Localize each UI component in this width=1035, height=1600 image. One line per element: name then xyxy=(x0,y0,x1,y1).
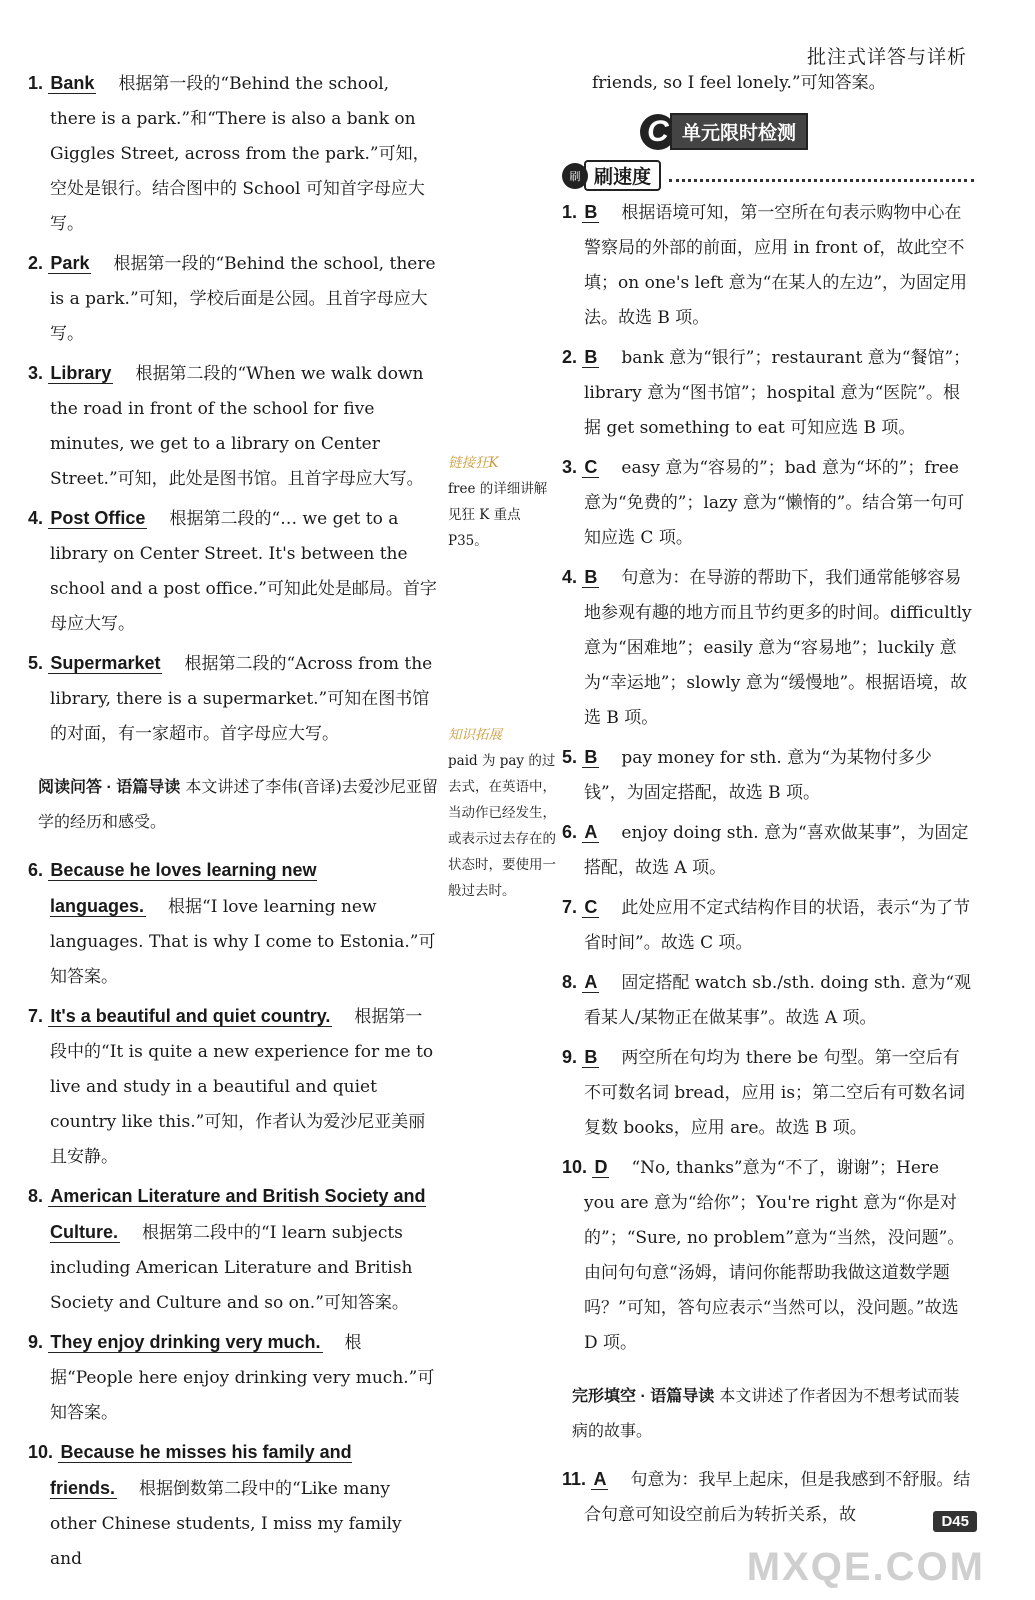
answer-item xyxy=(562,1462,974,1533)
answer-item xyxy=(562,450,974,556)
item-answer: American Literature and British Society and Culture. xyxy=(50,1186,426,1242)
header-title: 批注式详答与详析 xyxy=(806,46,967,68)
item-number: 1. xyxy=(562,202,578,222)
item-answer: A xyxy=(593,1469,607,1489)
answer-item xyxy=(28,646,438,752)
item-number: 2. xyxy=(562,347,578,367)
answer-item xyxy=(562,1150,974,1361)
left-column xyxy=(28,66,438,1581)
page-number: D45 xyxy=(933,1511,977,1532)
item-answer: B xyxy=(584,567,598,587)
answer-item xyxy=(28,246,438,352)
item-explanation: pay money for sth. 意为“为某物付多少钱”，为固定搭配，故选 B 项。 xyxy=(584,748,932,803)
cloze-guide-label: 完形填空 · 语篇导读 xyxy=(572,1388,715,1405)
side-note-text: free 的详细讲解见狂 K 重点 P35。 xyxy=(448,481,548,549)
answer-item xyxy=(28,1325,438,1431)
item-explanation: 根据第二段的“When we walk down the road in front of the school for five minutes, we get to a library on Center Street.”可知，此处是图书馆。且首字母应大写。 xyxy=(50,364,424,489)
item-number: 8. xyxy=(28,1186,44,1206)
item-number: 6. xyxy=(28,860,44,880)
side-note-text: paid 为 pay 的过去式，在英语中，当动作已经发生，或表示过去存在的状态时，要使用一般过去时。 xyxy=(448,753,556,899)
item-answer: They enjoy drinking very much. xyxy=(50,1332,321,1352)
item-explanation: 根据第二段中的“I learn subjects including American Literature and British Society and Culture and so on.”可知答案。 xyxy=(50,1223,413,1313)
item-number: 1. xyxy=(28,73,44,93)
answer-item xyxy=(28,356,438,497)
item-number: 9. xyxy=(562,1047,578,1067)
item-number: 6. xyxy=(562,822,578,842)
answer-item xyxy=(562,1040,974,1146)
item-number: 7. xyxy=(562,897,578,917)
answer-item xyxy=(562,340,974,446)
section-c-icon: C xyxy=(640,114,676,150)
item-number: 7. xyxy=(28,1006,44,1026)
item-explanation: 此处应用不定式结构作目的状语，表示“为了节省时间”。故选 C 项。 xyxy=(584,898,971,953)
reading-guide-label: 阅读问答 · 语篇导读 xyxy=(38,779,181,796)
answer-item xyxy=(562,890,974,961)
item-number: 10. xyxy=(562,1157,588,1177)
item-answer: Park xyxy=(50,253,90,273)
right-column xyxy=(562,66,974,1537)
item-number: 2. xyxy=(28,253,44,273)
item-explanation: 根据语境可知，第一空所在句表示购物中心在警察局的外部的前面，应用 in front of，故此空不填；on one's left 意为“在某人的左边”，为固定用法。故选 B 项。 xyxy=(584,203,968,328)
reading-guide xyxy=(38,770,438,839)
side-note-title: 链接狂K xyxy=(448,455,499,471)
answer-item xyxy=(28,853,438,995)
dotted-divider xyxy=(669,169,974,182)
cloze-guide xyxy=(572,1379,974,1448)
item-answer: Because he loves learning new languages. xyxy=(50,860,317,916)
item-explanation: 句意为：我早上起床，但是我感到不舒服。结合句意可知设空前后为转折关系，故 xyxy=(584,1470,971,1525)
item-answer: Because he misses his family and friends. xyxy=(50,1442,352,1498)
item-answer: C xyxy=(584,457,598,477)
item-answer: A xyxy=(584,822,598,842)
speed-label: 刷速度 xyxy=(584,160,661,191)
continued-text: friends, so I feel lonely.”可知答案。 xyxy=(592,73,886,93)
section-title: 单元限时检测 xyxy=(670,113,808,150)
item-answer: A xyxy=(584,972,598,992)
reading-guide-text: 本文讲述了李伟(音译)去爱沙尼亚留学的经历和感受。 xyxy=(38,777,438,831)
item-answer: B xyxy=(584,1047,598,1067)
answer-item xyxy=(28,66,438,242)
section-banner xyxy=(640,113,974,150)
item-explanation: 根据“People here enjoy drinking very much.”可知答案。 xyxy=(50,1333,435,1423)
item-number: 8. xyxy=(562,972,578,992)
side-note xyxy=(448,450,556,554)
speed-header xyxy=(562,160,974,191)
item-number: 5. xyxy=(28,653,44,673)
cloze-guide-text: 本文讲述了作者因为不想考试而装病的故事。 xyxy=(572,1386,960,1440)
item-explanation: 两空所在句均为 there be 句型。第一空后有不可数名词 bread，应用 is；第二空后有可数名词复数 books，应用 are。故选 B 项。 xyxy=(584,1048,966,1138)
item-explanation: 根据第二段的“… we get to a library on Center Street. It's between the school and a post office.”可知此处是邮局。首字母应大写。 xyxy=(50,509,437,634)
answer-item xyxy=(562,965,974,1036)
watermark: MXQE.COM xyxy=(746,1545,985,1589)
answer-item xyxy=(562,815,974,886)
answer-item xyxy=(562,740,974,811)
item-number: 11. xyxy=(562,1469,587,1489)
item-answer: B xyxy=(584,747,598,767)
side-note-title: 知识拓展 xyxy=(448,727,502,743)
answer-item xyxy=(562,195,974,336)
answer-item xyxy=(28,501,438,642)
answer-item xyxy=(28,1179,438,1321)
item-answer: Supermarket xyxy=(50,653,161,673)
item-number: 5. xyxy=(562,747,578,767)
item-explanation: 根据第二段的“Across from the library, there is a supermarket.”可知在图书馆的对面，有一家超市。首字母应大写。 xyxy=(50,654,433,744)
item-answer: It's a beautiful and quiet country. xyxy=(50,1006,331,1026)
item-number: 3. xyxy=(28,363,44,383)
item-answer: B xyxy=(584,202,598,222)
item-explanation: 根据第一段的“Behind the school, there is a park.”和“There is also a bank on Giggles Street, across from the park.”可知，空处是银行。结合图中的 School 可知首字母应大写。 xyxy=(50,74,430,234)
item-number: 9. xyxy=(28,1332,44,1352)
item-number: 4. xyxy=(562,567,578,587)
side-note xyxy=(448,722,556,904)
item-explanation: easy 意为“容易的”；bad 意为“坏的”；free 意为“免费的”；lazy 意为“懒惰的”。结合第一句可知应选 C 项。 xyxy=(584,458,965,548)
item-answer: C xyxy=(584,897,598,917)
item-explanation: 根据第一段的“Behind the school, there is a park.”可知，学校后面是公园。且首字母应大写。 xyxy=(50,254,436,344)
item-explanation: enjoy doing sth. 意为“喜欢做某事”，为固定搭配，故选 A 项。 xyxy=(584,823,969,878)
answer-item xyxy=(28,1435,438,1577)
item-answer: Bank xyxy=(50,73,95,93)
item-explanation: 固定搭配 watch sb./sth. doing sth. 意为“观看某人/某物正在做某事”。故选 A 项。 xyxy=(584,973,972,1028)
item-explanation: 根据倒数第二段中的“Like many other Chinese students, I miss my family and xyxy=(50,1479,402,1569)
answer-item xyxy=(562,560,974,736)
item-answer: B xyxy=(584,347,598,367)
item-number: 3. xyxy=(562,457,578,477)
item-explanation: 句意为：在导游的帮助下，我们通常能够容易地参观有趣的地方而且节约更多的时间。difficultly 意为“困难地”；easily 意为“容易地”；luckily 意为“幸运地”；slowly 意为“缓慢地”。根据语境，故选 B 项。 xyxy=(584,568,972,728)
item-explanation: 根据第一段中的“It is quite a new experience for me to live and study in a beautiful and quiet country like this.”可知，作者认为爱沙尼亚美丽且安静。 xyxy=(50,1007,434,1167)
item-answer: Library xyxy=(50,363,112,383)
item-number: 10. xyxy=(28,1442,54,1462)
item-answer: Post Office xyxy=(50,508,146,528)
side-notes xyxy=(448,450,556,904)
item-explanation: bank 意为“银行”；restaurant 意为“餐馆”；library 意为“图书馆”；hospital 意为“医院”。根据 get something to eat 可知应选 B 项。 xyxy=(584,348,971,438)
answer-item xyxy=(28,999,438,1175)
item-explanation: 根据“I love learning new languages. That is why I come to Estonia.”可知答案。 xyxy=(50,897,436,987)
item-answer: D xyxy=(594,1157,608,1177)
item-number: 4. xyxy=(28,508,44,528)
item-explanation: “No, thanks”意为“不了，谢谢”；Here you are 意为“给你”；You're right 意为“你是对的”；“Sure, no problem”意为“当然，没问题”。由问句句意“汤姆，请问你能帮助我做这道数学题吗？”可知，答句应表示“当然可以，没问题。”故选 D 项。 xyxy=(584,1158,965,1353)
brush-icon: 刷 xyxy=(562,163,588,189)
